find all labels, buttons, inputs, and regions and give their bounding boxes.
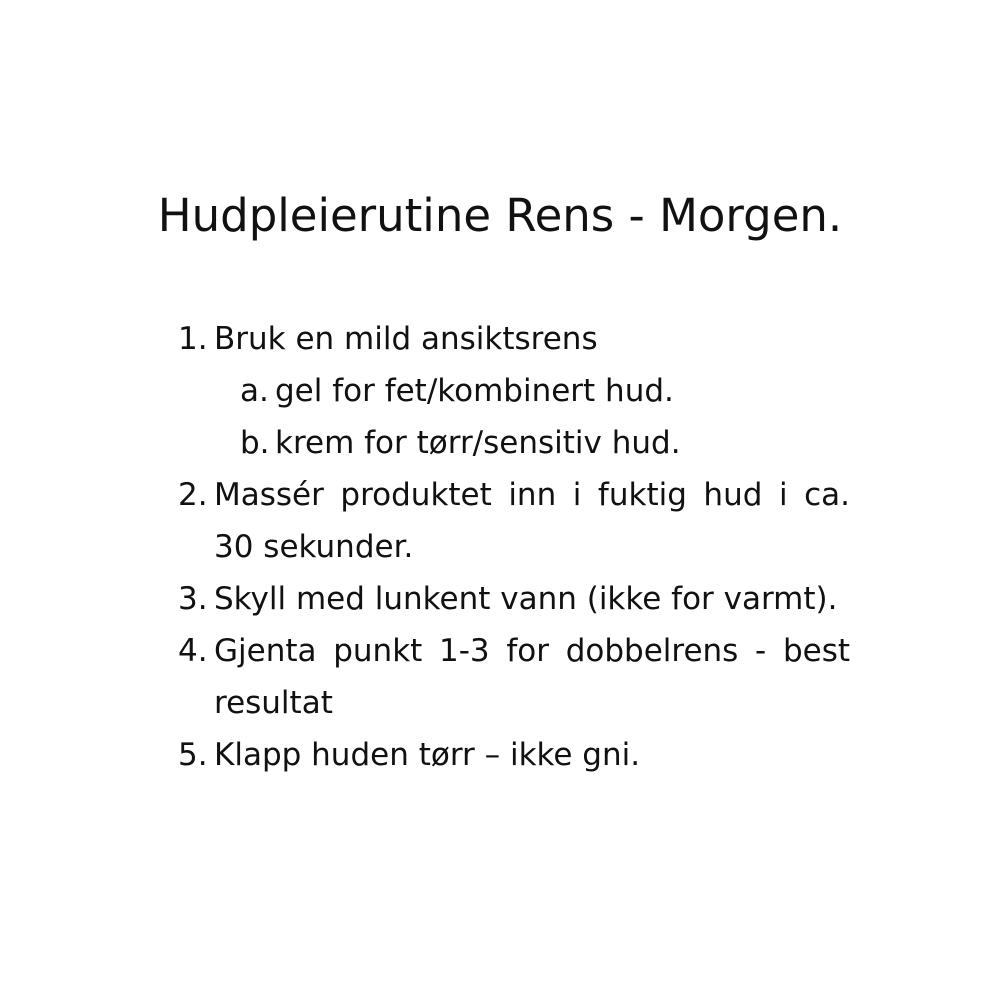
step-number: 5.	[178, 737, 208, 773]
list-item-step-1	[178, 313, 850, 365]
step-number: 1.	[178, 321, 208, 357]
routine-steps-list	[178, 313, 850, 781]
sub-item-letter: b.	[240, 425, 270, 461]
step-number: 3.	[178, 581, 208, 617]
step-text: Skyll med lunkent vann (ikke for varmt).	[214, 581, 838, 617]
sub-item-text: gel for fet/kombinert hud.	[275, 373, 674, 409]
list-item-step-3	[178, 573, 850, 625]
sub-item-text: krem for tørr/sensitiv hud.	[275, 425, 681, 461]
step-text: Bruk en mild ansiktsrens	[214, 321, 598, 357]
step-number: 2.	[178, 477, 208, 513]
sub-item-b	[240, 417, 850, 469]
list-item-step-4	[178, 625, 850, 729]
step-text: Massér produktet inn i fuktig hud i ca. 30 sekunder.	[214, 477, 850, 565]
page-title: Hudpleierutine Rens - Morgen.	[157, 189, 843, 242]
sub-item-a	[240, 365, 850, 417]
list-item-step-2	[178, 469, 850, 573]
list-item-step-5	[178, 729, 850, 781]
step-number: 4.	[178, 633, 208, 669]
sub-item-letter: a.	[240, 373, 269, 409]
step-text: Klapp huden tørr – ikke gni.	[214, 737, 641, 773]
step-text: Gjenta punkt 1-3 for dobbelrens - best resultat	[214, 633, 850, 721]
